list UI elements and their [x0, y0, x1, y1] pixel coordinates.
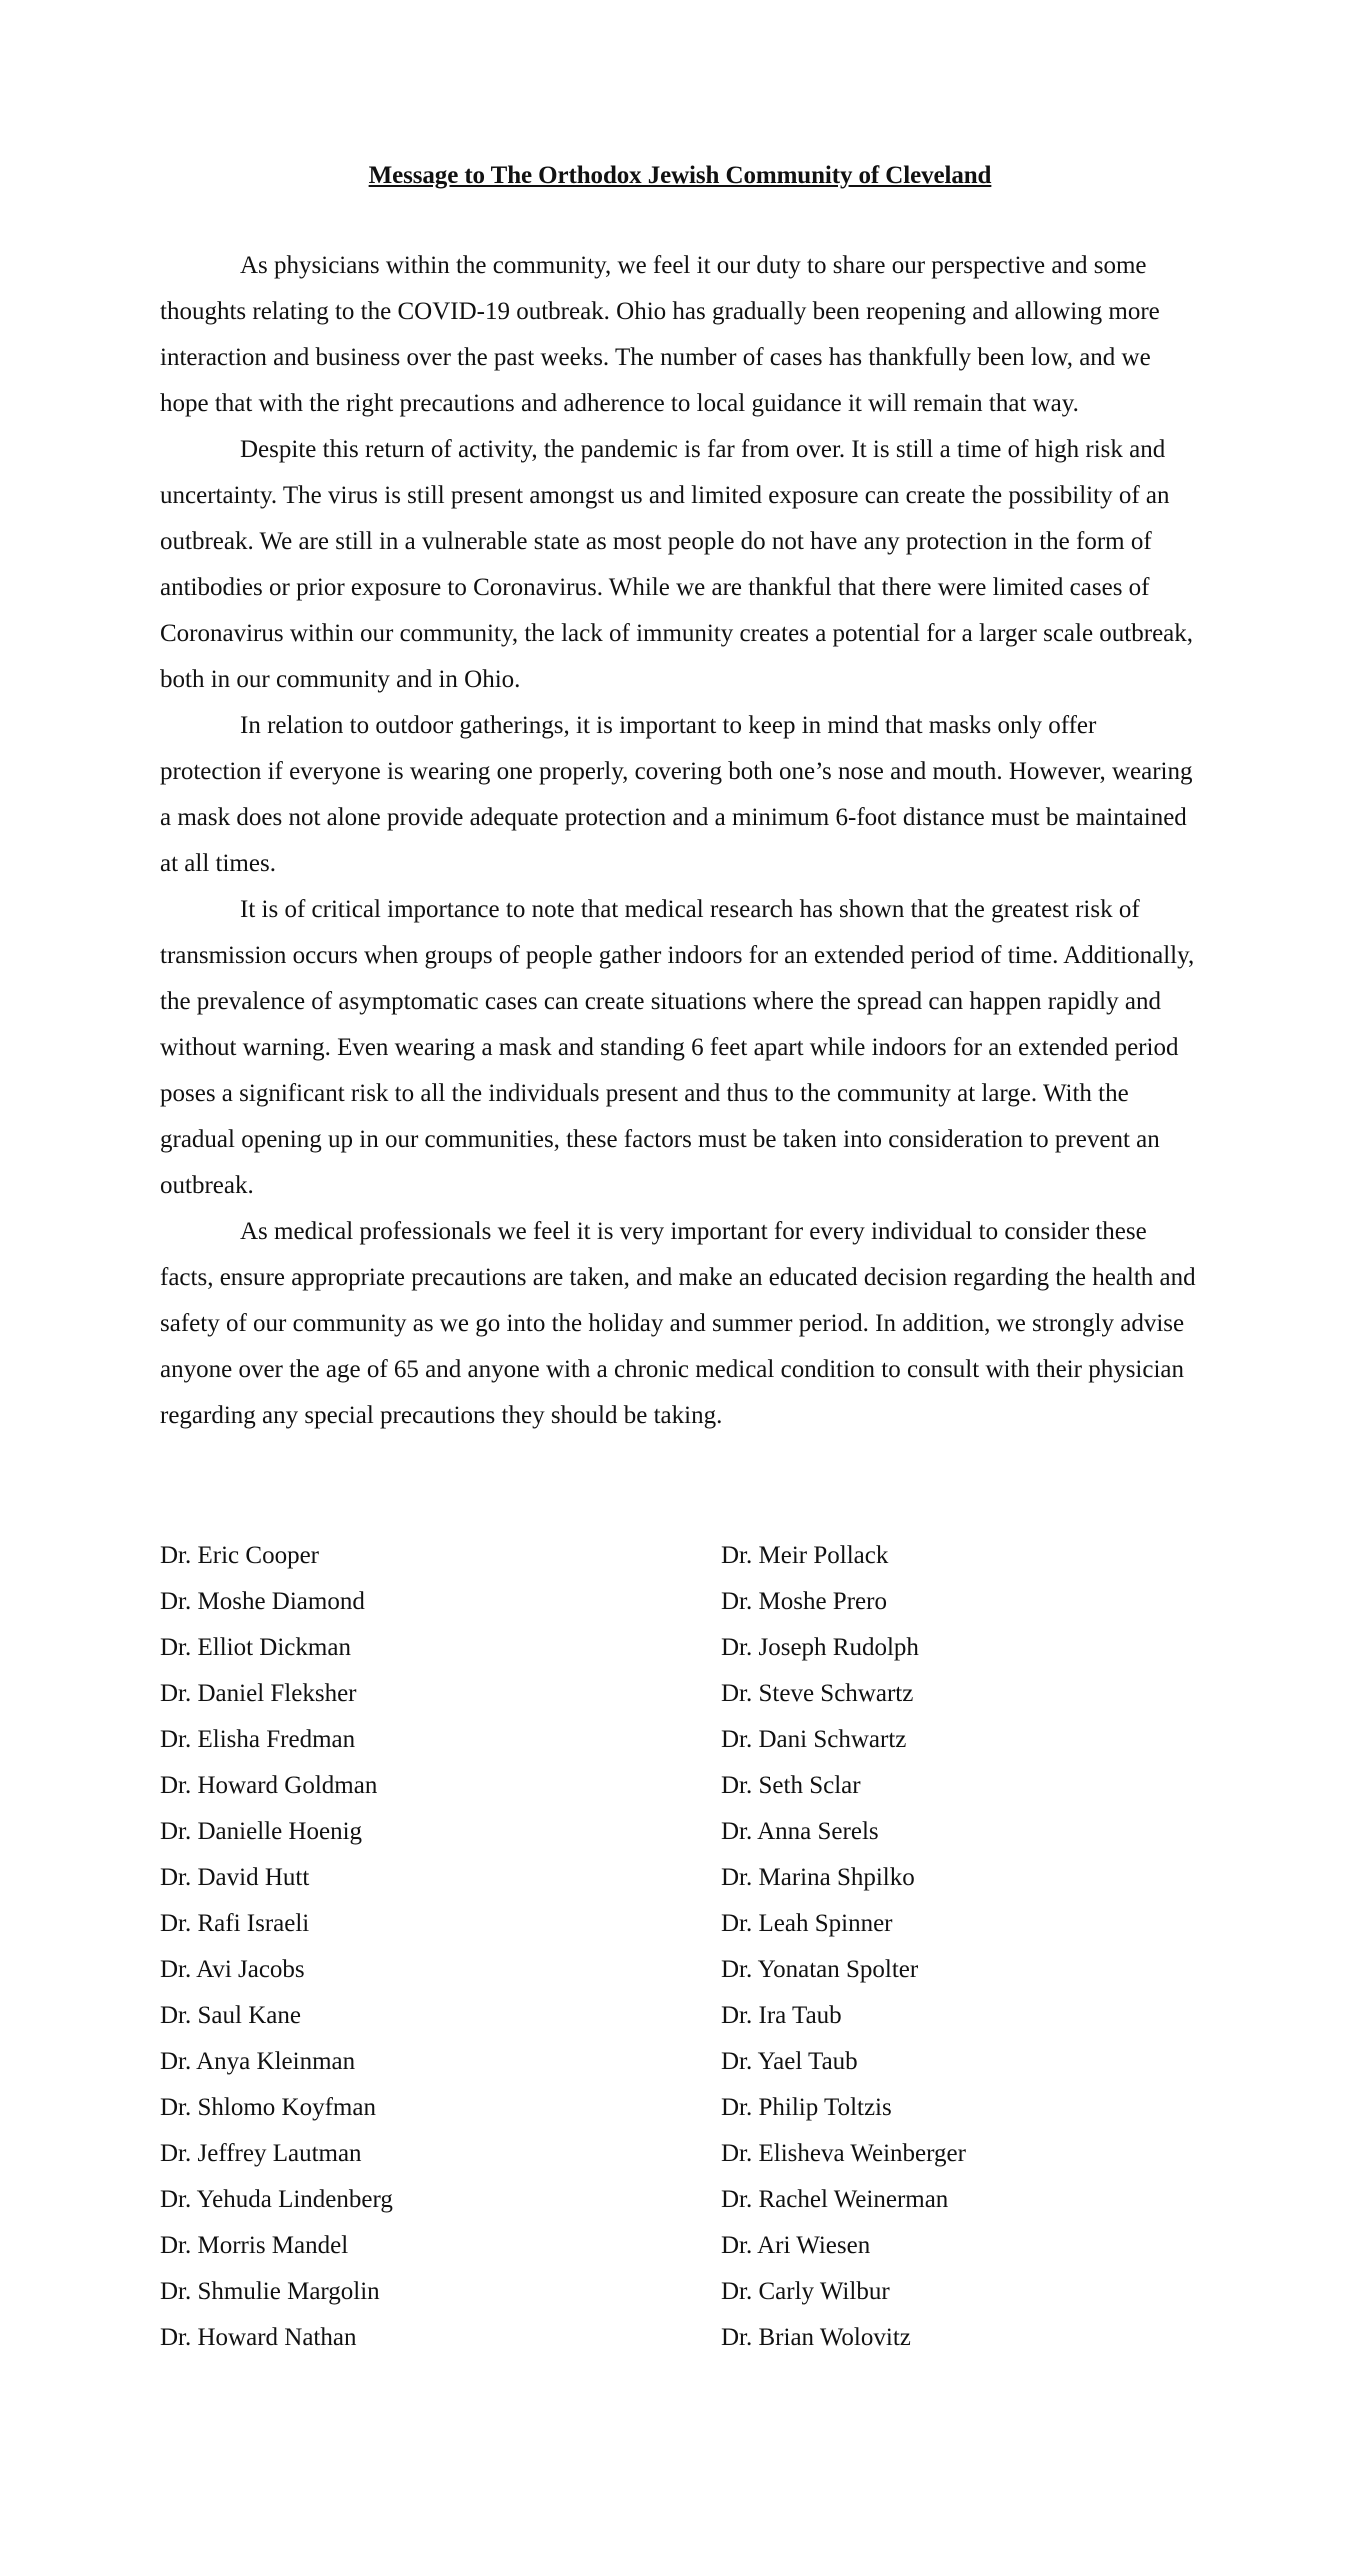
paragraph-risk: Despite this return of activity, the pandemic is far from over. It is still a time of high risk and uncertainty. The virus is still present amongst us and limited exposure can create the possibility of an outbreak. We are still in a vulnerable state as most people do not have any protection in the form of antibodies or prior exposure to Coronavirus. While we are thankful that there were limited cases of Coronavirus within our community, the lack of immunity creates a potential for a larger scale outbreak, both in our community and in Ohio. [160, 436, 1194, 693]
signatory: Dr. David Hutt [160, 1864, 310, 1891]
paragraph-indoor-transmission: It is of critical importance to note that medical research has shown that the greatest risk of transmission occurs when groups of people gather indoors for an extended period of time. Additionally, the prevalence of asymptomatic cases can create situations where the spread can happen rapidly and without warning. Even wearing a mask and standing 6 feet apart while indoors for an extended period poses a significant risk to all the individuals present and thus to the community at large. With the gradual opening up in our communities, these factors must be taken into consideration to prevent an outbreak. [160, 896, 1195, 1199]
signatory: Dr. Anya Kleinman [160, 2048, 356, 2075]
signatory: Dr. Moshe Diamond [160, 1588, 365, 1615]
signatories-left-column [160, 1533, 721, 2361]
signatory: Dr. Brian Wolovitz [721, 2324, 911, 2351]
paragraph-intro: As physicians within the community, we feel it our duty to share our perspective and some thoughts relating to the COVID-19 outbreak. Ohio has gradually been reopening and allowing more interaction and business over the past weeks. The number of cases has thankfully been low, and we hope that with the right precautions and adherence to local guidance it will remain that way. [160, 252, 1160, 417]
signatory: Dr. Marina Shpilko [721, 1864, 915, 1891]
signatories-list [160, 1533, 1200, 2361]
signatory: Dr. Meir Pollack [721, 1542, 889, 1569]
signatory: Dr. Seth Sclar [721, 1772, 861, 1799]
signatory: Dr. Yehuda Lindenberg [160, 2186, 393, 2213]
signatory: Dr. Dani Schwartz [721, 1726, 907, 1753]
signatory: Dr. Yonatan Spolter [721, 1956, 919, 1983]
signatory: Dr. Danielle Hoenig [160, 1818, 363, 1845]
signatory: Dr. Howard Nathan [160, 2324, 357, 2351]
signatory: Dr. Daniel Fleksher [160, 1680, 357, 1707]
signatory: Dr. Yael Taub [721, 2048, 858, 2075]
signatory: Dr. Ari Wiesen [721, 2232, 871, 2259]
signatory: Dr. Anna Serels [721, 1818, 879, 1845]
signatory: Dr. Rafi Israeli [160, 1910, 310, 1937]
signatory: Dr. Avi Jacobs [160, 1956, 305, 1983]
paragraph-outdoor-gatherings: In relation to outdoor gatherings, it is important to keep in mind that masks only offer protection if everyone is wearing one properly, covering both one’s nose and mouth. However, wearing a mask does not alone provide adequate protection and a minimum 6-foot distance must be maintained at all times. [160, 712, 1193, 877]
signatory: Dr. Elliot Dickman [160, 1634, 351, 1661]
paragraph-advice: As medical professionals we feel it is very important for every individual to consider these facts, ensure appropriate precautions are taken, and make an educated decision regarding the health and safety of our community as we go into the holiday and summer period. In addition, we strongly advise anyone over the age of 65 and anyone with a chronic medical condition to consult with their physician regarding any special precautions they should be taking. [160, 1218, 1196, 1429]
signatory: Dr. Joseph Rudolph [721, 1634, 919, 1661]
document-body [160, 243, 1200, 1439]
document-title: Message to The Orthodox Jewish Community of Cleveland [368, 162, 992, 189]
signatory: Dr. Leah Spinner [721, 1910, 893, 1937]
signatory: Dr. Shmulie Margolin [160, 2278, 380, 2305]
signatory: Dr. Moshe Prero [721, 1588, 887, 1615]
signatory: Dr. Carly Wilbur [721, 2278, 890, 2305]
signatory: Dr. Eric Cooper [160, 1542, 319, 1569]
signatories-right-column [721, 1533, 1200, 2361]
signatory: Dr. Morris Mandel [160, 2232, 349, 2259]
signatory: Dr. Rachel Weinerman [721, 2186, 949, 2213]
signatory: Dr. Shlomo Koyfman [160, 2094, 376, 2121]
signatory: Dr. Jeffrey Lautman [160, 2140, 362, 2167]
signatory: Dr. Philip Toltzis [721, 2094, 892, 2121]
signatory: Dr. Saul Kane [160, 2002, 301, 2029]
signatory: Dr. Steve Schwartz [721, 1680, 914, 1707]
signatory: Dr. Elisha Fredman [160, 1726, 356, 1753]
signatory: Dr. Howard Goldman [160, 1772, 378, 1799]
signatory: Dr. Elisheva Weinberger [721, 2140, 966, 2167]
signatory: Dr. Ira Taub [721, 2002, 842, 2029]
